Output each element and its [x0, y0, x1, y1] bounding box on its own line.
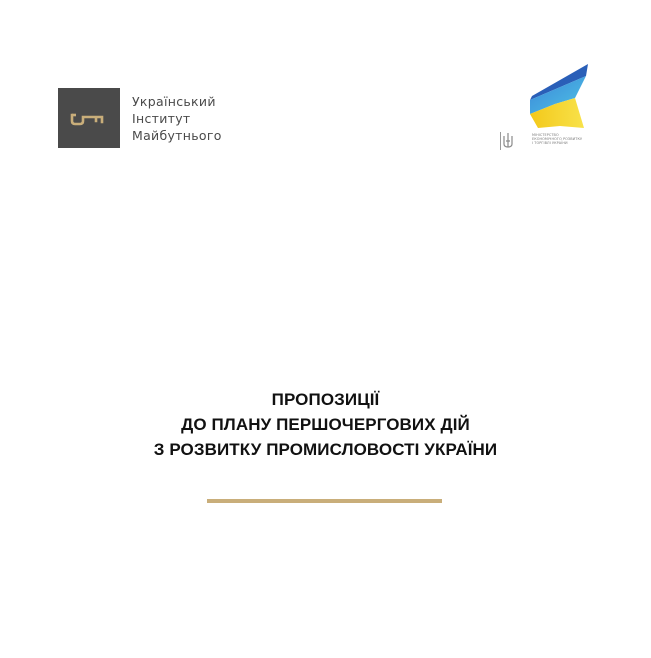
- title-line-2: ДО ПЛАНУ ПЕРШОЧЕРГОВИХ ДІЙ: [181, 415, 470, 434]
- title-divider: [207, 499, 442, 503]
- ministry-caption: [532, 133, 582, 146]
- ministry-caption-line-3: І ТОРГІВЛІ УКРАЇНИ: [532, 141, 568, 146]
- ministry-emblem-graphic: [500, 62, 610, 132]
- ministry-logo: [500, 62, 610, 157]
- title-line-1: ПРОПОЗИЦІЇ: [271, 390, 380, 409]
- uif-name-line-2: Інститут: [132, 110, 191, 126]
- uif-name-line-3: Майбутнього: [132, 127, 222, 143]
- uif-name: [132, 93, 222, 144]
- uif-logo: [58, 88, 222, 148]
- ministry-caption-line-2: ЕКОНОМІЧНОГО РОЗВИТКУ: [532, 137, 583, 142]
- title-line-3: З РОЗВИТКУ ПРОМИСЛОВОСТІ УКРАЇНИ: [153, 440, 498, 459]
- key-icon: [58, 88, 120, 148]
- ministry-caption-line-1: МІНІСТЕРСТВО: [532, 133, 559, 137]
- uif-name-line-1: Український: [132, 93, 216, 109]
- ukraine-trident-icon: [500, 132, 514, 150]
- document-title: [0, 387, 651, 462]
